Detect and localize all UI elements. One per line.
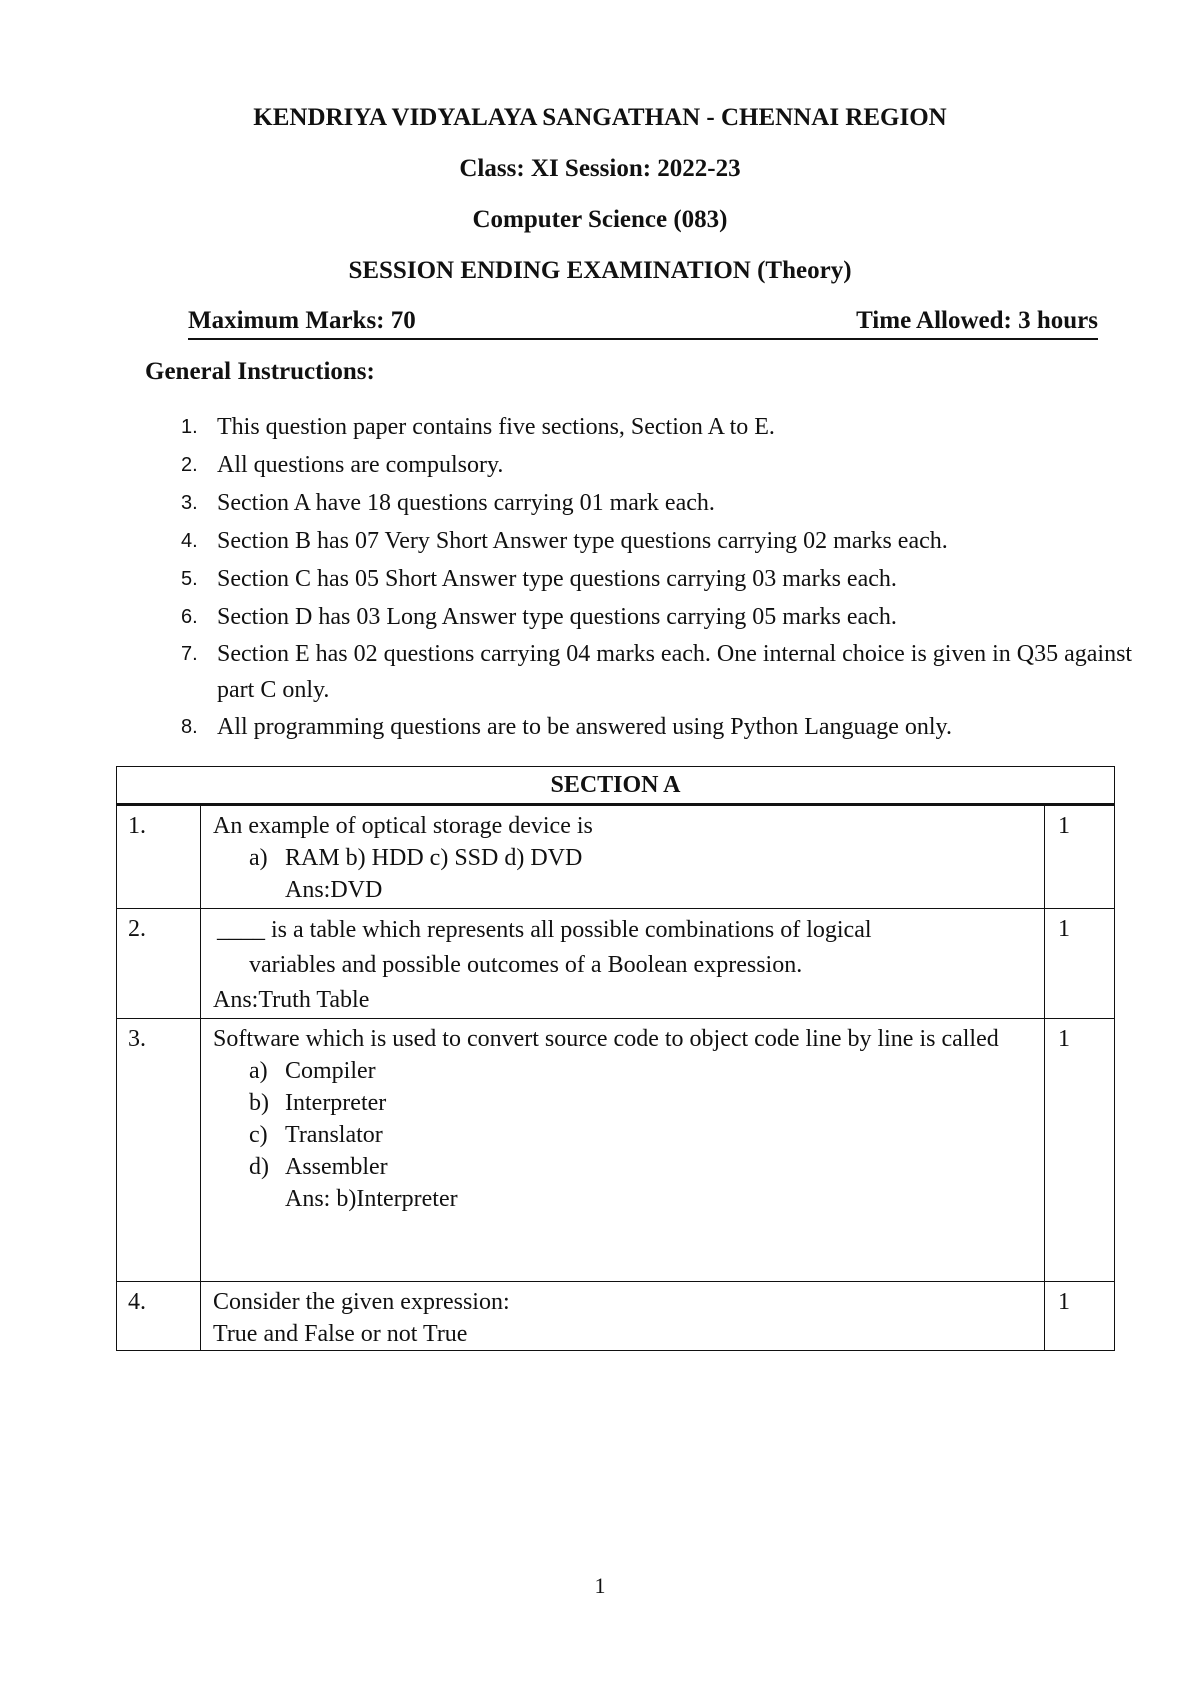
- instruction-item: 1. This question paper contains five sections, Section A to E.: [181, 414, 775, 440]
- marks-time-line: [188, 306, 1098, 340]
- answer: Ans:DVD: [285, 877, 383, 903]
- question-text: Consider the given expression: True and False or not True: [201, 1282, 1045, 1351]
- section-a-table: [116, 766, 1115, 1351]
- question-number: 4.: [117, 1282, 201, 1351]
- instruction-item: 3. Section A have 18 questions carrying 01 mark each.: [181, 490, 715, 516]
- instructions-title: General Instructions:: [145, 358, 375, 385]
- question-number: 2.: [117, 909, 201, 1019]
- class-session: Class: XI Session: 2022-23: [459, 155, 741, 182]
- expression: True and False or not True: [213, 1321, 468, 1347]
- answer: Ans:Truth Table: [213, 987, 370, 1013]
- instruction-item: 4. Section B has 07 Very Short Answer type questions carrying 02 marks each.: [181, 528, 948, 554]
- instructions-list: [165, 408, 1135, 746]
- question-row: [117, 805, 1115, 909]
- answer: Ans: b)Interpreter: [285, 1186, 458, 1212]
- question-marks: 1: [1045, 1282, 1115, 1351]
- section-a-title: SECTION A: [117, 767, 1115, 805]
- time-allowed: Time Allowed: 3 hours: [856, 307, 1098, 334]
- instruction-item: 5. Section C has 05 Short Answer type questions carrying 03 marks each.: [181, 566, 897, 592]
- question-text: ____ is a table which represents all possible combinations of logical variables and possible outcomes of a Boolean expression. Ans:Truth Table: [201, 909, 1045, 1019]
- question-row: [117, 909, 1115, 1019]
- instruction-item: 8. All programming questions are to be answered using Python Language only.: [181, 714, 952, 740]
- question-row: [117, 1282, 1115, 1351]
- question-text: Software which is used to convert source code to object code line by line is called a) Compiler b) Interpreter c) Translator d) Assembler Ans: b)Interpreter: [201, 1019, 1045, 1282]
- instruction-item: 2. All questions are compulsory.: [181, 452, 504, 478]
- question-marks: 1: [1045, 805, 1115, 909]
- question-marks: 1: [1045, 1019, 1115, 1282]
- instruction-item: 7. Section E has 02 questions carrying 04 marks each. One internal choice is given in Q35 against part C only.: [181, 641, 1133, 703]
- max-marks: Maximum Marks: 70: [188, 307, 416, 334]
- org-title: KENDRIYA VIDYALAYA SANGATHAN - CHENNAI REGION: [253, 104, 947, 131]
- question-row: [117, 1019, 1115, 1282]
- question-marks: 1: [1045, 909, 1115, 1019]
- question-text: An example of optical storage device is a) RAM b) HDD c) SSD d) DVD Ans:DVD: [201, 805, 1045, 909]
- exam-title: SESSION ENDING EXAMINATION (Theory): [348, 257, 852, 284]
- question-number: 3.: [117, 1019, 201, 1282]
- question-number: 1.: [117, 805, 201, 909]
- page-number: 1: [594, 1573, 606, 1598]
- subject-title: Computer Science (083): [472, 206, 728, 233]
- instruction-item: 6. Section D has 03 Long Answer type questions carrying 05 marks each.: [181, 604, 897, 630]
